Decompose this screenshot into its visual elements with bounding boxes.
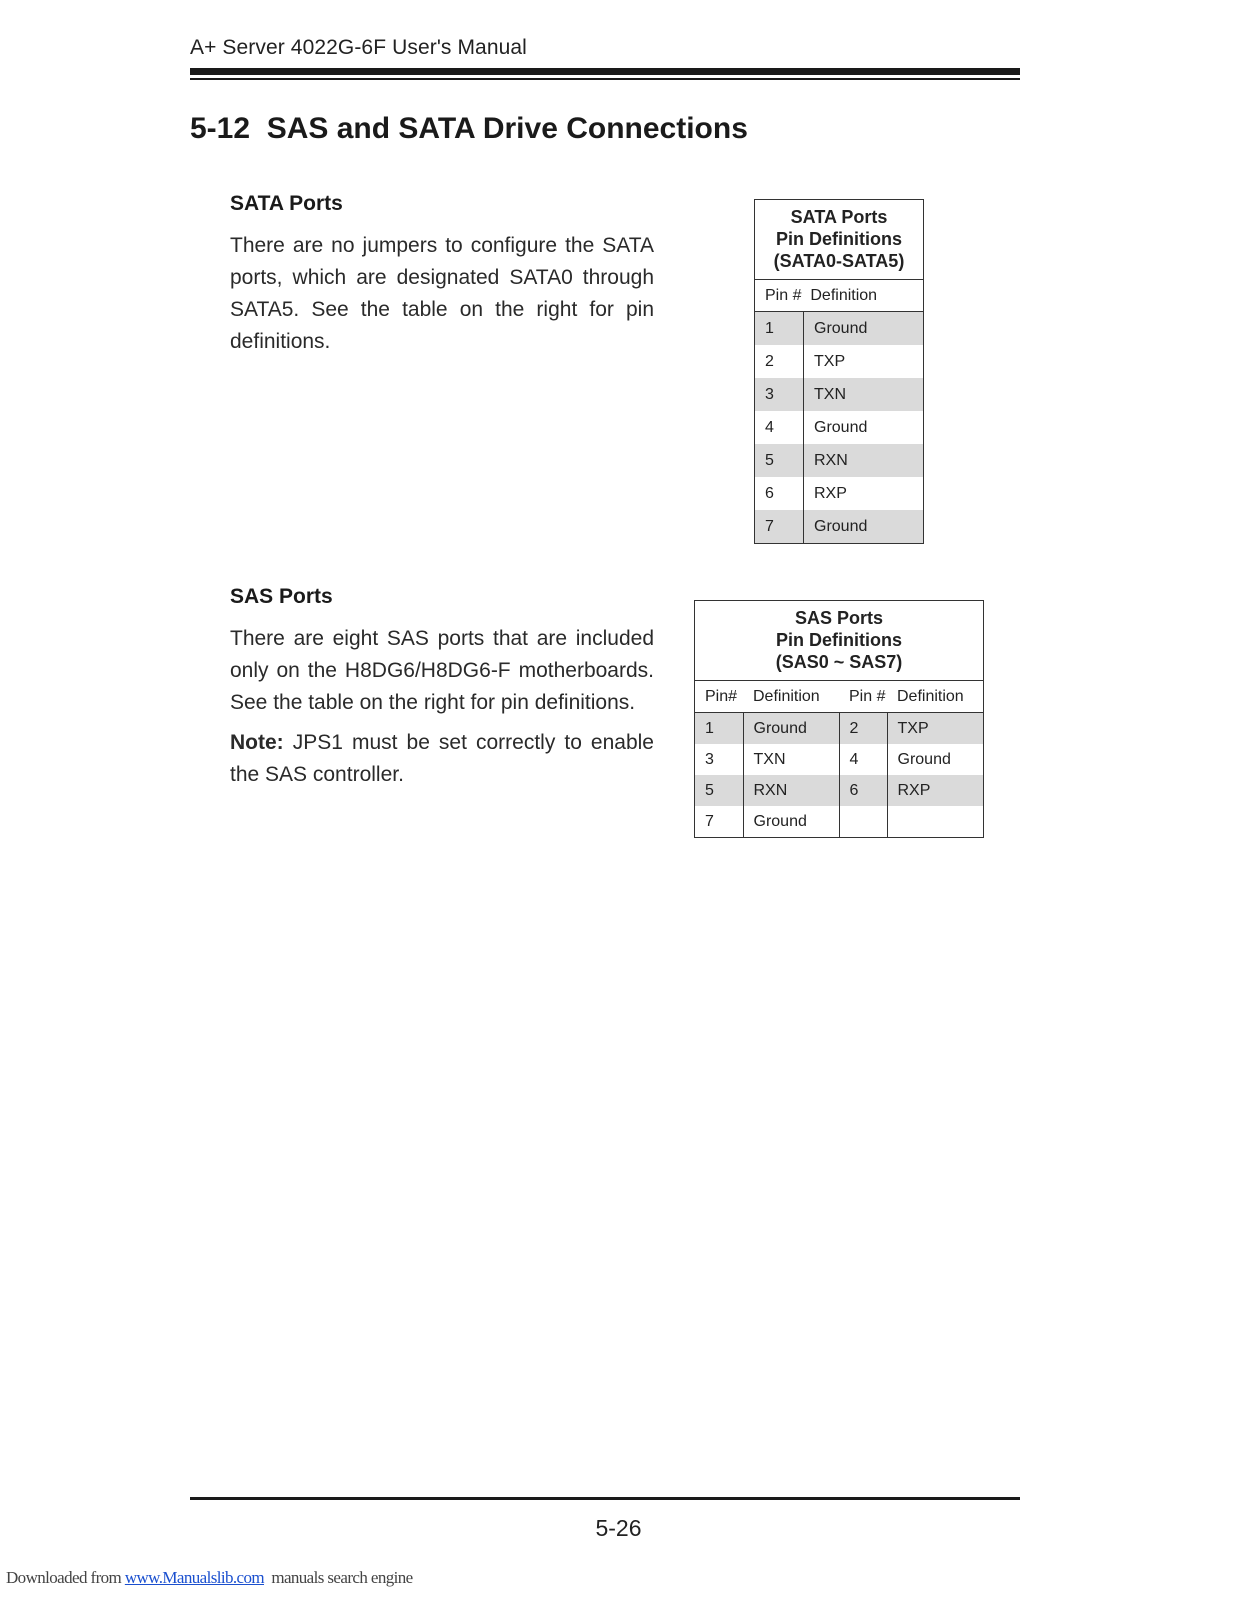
pin-definition: TXP xyxy=(804,345,924,378)
sas-pin-table xyxy=(694,600,984,838)
sata-table-title-line-3: (SATA0-SATA5) xyxy=(773,251,905,271)
sata-table-column-header: Pin # Definition xyxy=(755,280,924,312)
column-header: Pin# xyxy=(695,681,744,713)
table-row xyxy=(695,806,984,838)
pin-number: 5 xyxy=(695,775,744,806)
pin-number: 2 xyxy=(765,352,774,370)
pin-number xyxy=(839,806,887,838)
table-row xyxy=(755,411,924,444)
pin-number: 2 xyxy=(839,713,887,745)
manualslib-link[interactable]: www.Manualslib.com xyxy=(124,1568,265,1587)
download-footer xyxy=(6,1568,413,1588)
sas-note xyxy=(230,727,654,791)
pin-number: 1 xyxy=(755,312,804,346)
table-row xyxy=(755,477,924,510)
running-header: A+ Server 4022G-6F User's Manual xyxy=(190,36,527,59)
sata-table-title xyxy=(755,200,924,280)
pin-number: 3 xyxy=(755,378,804,411)
table-row xyxy=(755,510,924,544)
table-row xyxy=(755,345,924,378)
footer-suffix: manuals search engine xyxy=(264,1568,413,1587)
table-row xyxy=(695,713,984,745)
sas-table-title-line-1: SAS Ports xyxy=(794,608,884,628)
section-title: 5-12 SAS and SATA Drive Connections xyxy=(190,112,748,145)
sas-table-column-headers xyxy=(695,681,984,713)
pin-definition: RXN xyxy=(804,444,924,477)
sata-table-title-line-2: Pin Definitions xyxy=(776,229,902,249)
pin-definition: RXN xyxy=(743,775,839,806)
pin-definition: RXP xyxy=(804,477,924,510)
pin-definition: Ground xyxy=(804,510,924,544)
sas-description: There are eight SAS ports that are included only on the H8DG6/H8DG6-F motherboards. See the table on the right for pin definitions. xyxy=(230,627,654,714)
sas-table-title xyxy=(695,601,984,681)
table-row xyxy=(755,378,924,411)
pin-definition: TXP xyxy=(887,713,984,745)
footer-rule xyxy=(190,1497,1020,1500)
pin-number: 5 xyxy=(755,444,804,477)
table-row xyxy=(695,775,984,806)
table-row xyxy=(755,444,924,477)
table-row xyxy=(695,744,984,775)
pin-number: 1 xyxy=(695,713,744,745)
pin-definition: TXN xyxy=(804,378,924,411)
sata-table-title-line-1: SATA Ports xyxy=(790,207,888,227)
sas-table-title-line-2: Pin Definitions xyxy=(776,630,902,650)
pin-number: 4 xyxy=(765,418,774,436)
pin-definition: Ground xyxy=(804,312,924,346)
sata-description: There are no jumpers to configure the SATA ports, which are designated SATA0 through SATA5. See the table on the right for pin definitions. xyxy=(230,234,654,353)
pin-number: 7 xyxy=(755,510,804,544)
sas-heading: SAS Ports xyxy=(230,585,333,608)
pin-definition xyxy=(887,806,984,838)
page-number: 5-26 xyxy=(595,1515,642,1541)
table-row xyxy=(755,312,924,346)
sas-table-title-line-3: (SAS0 ~ SAS7) xyxy=(775,652,903,672)
note-text: JPS1 must be set correctly to enable the SAS controller. xyxy=(230,731,654,786)
pin-number: 3 xyxy=(705,750,714,768)
pin-number: 4 xyxy=(839,744,887,775)
pin-number: 7 xyxy=(705,812,714,830)
pin-definition: Ground xyxy=(887,744,984,775)
pin-definition: RXP xyxy=(887,775,984,806)
header-rule-thin xyxy=(190,78,1020,80)
column-header: Pin # xyxy=(839,681,887,713)
pin-number: 6 xyxy=(839,775,887,806)
note-label: Note: xyxy=(230,731,284,754)
sata-pin-table xyxy=(754,199,924,544)
sata-heading: SATA Ports xyxy=(230,192,343,215)
pin-number: 6 xyxy=(765,484,774,502)
pin-definition: TXN xyxy=(743,744,839,775)
column-header: Definition xyxy=(887,681,984,713)
column-header: Definition xyxy=(743,681,839,713)
header-rule-thick xyxy=(190,68,1020,75)
pin-definition: Ground xyxy=(804,411,924,444)
pin-definition: Ground xyxy=(743,713,839,745)
pin-definition: Ground xyxy=(743,806,839,838)
footer-prefix: Downloaded from xyxy=(6,1568,125,1587)
